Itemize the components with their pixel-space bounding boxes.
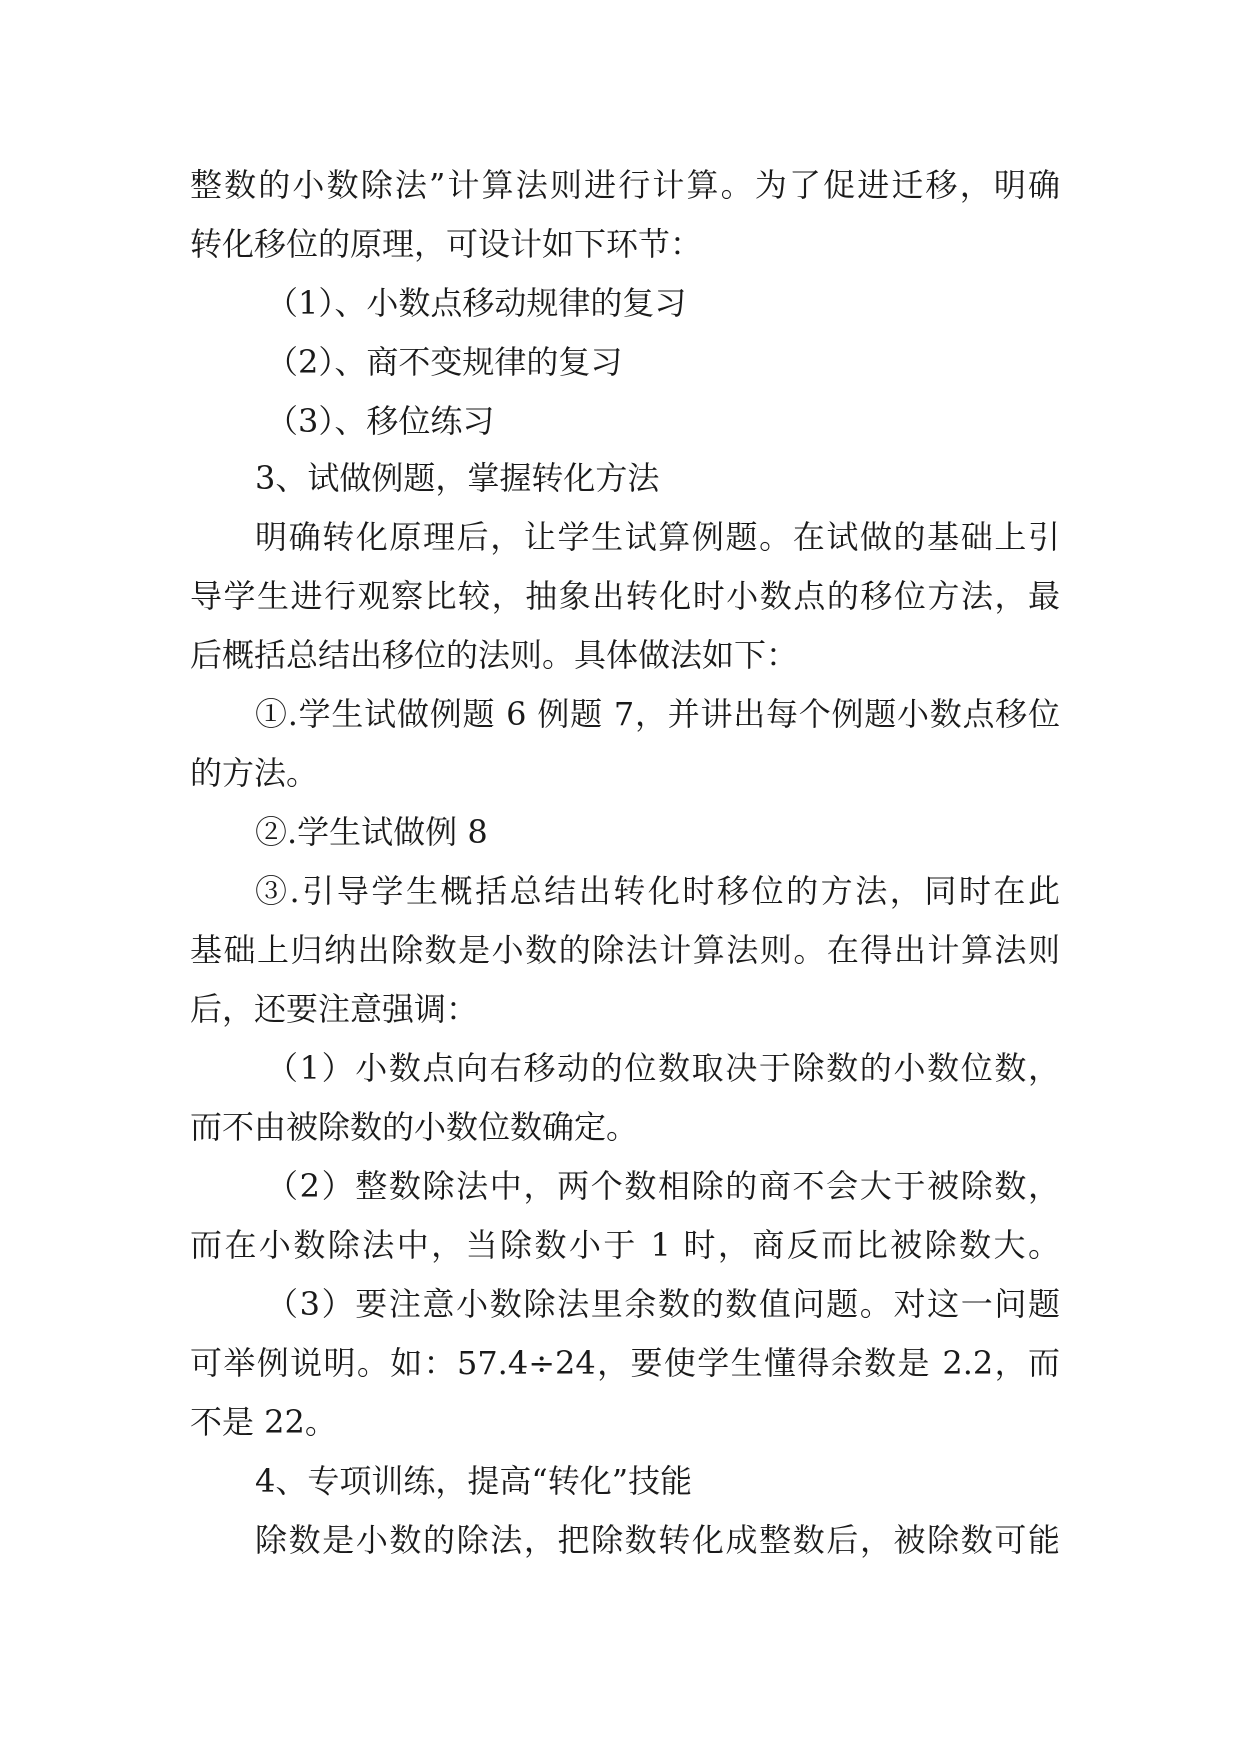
paragraph-line: 的方法。 — [190, 754, 319, 792]
list-item: （1）、小数点移动规律的复习 — [266, 284, 687, 322]
paragraph-line: 除数是小数的除法，把除数转化成整数后，被除数可能 — [255, 1521, 1060, 1559]
paragraph-line: 导学生进行观察比较，抽象出转化时小数点的移位方法，最 — [190, 577, 1060, 615]
paragraph-line: 后概括总结出移位的法则。具体做法如下： — [190, 636, 799, 674]
paragraph-line: ②.学生试做例 8 — [255, 813, 488, 851]
list-item: （3）、移位练习 — [266, 402, 495, 440]
list-item: （2）整数除法中，两个数相除的商不会大于被除数， — [266, 1167, 1060, 1205]
paragraph-line: 明确转化原理后，让学生试算例题。在试做的基础上引 — [255, 518, 1060, 556]
paragraph-line: 后，还要注意强调： — [190, 990, 479, 1028]
paragraph-line: 而不由被除数的小数位数确定。 — [190, 1108, 639, 1146]
list-item: （3）要注意小数除法里余数的数值问题。对这一问题 — [266, 1285, 1060, 1323]
list-item: （1）小数点向右移动的位数取决于除数的小数位数， — [266, 1049, 1060, 1087]
list-item: （2）、商不变规律的复习 — [266, 343, 623, 381]
paragraph-line: ③.引导学生概括总结出转化时移位的方法，同时在此 — [255, 872, 1060, 910]
paragraph-line: 转化移位的原理，可设计如下环节： — [190, 225, 703, 263]
section-heading: 4、专项训练，提高“转化”技能 — [255, 1462, 693, 1500]
paragraph-line: 整数的小数除法”计算法则进行计算。为了促进迁移，明确 — [190, 166, 1060, 204]
paragraph-line: ①.学生试做例题 6 例题 7，并讲出每个例题小数点移位 — [255, 695, 1060, 733]
paragraph-line: 不是 22。 — [190, 1403, 337, 1441]
paragraph-line: 基础上归纳出除数是小数的除法计算法则。在得出计算法则 — [190, 931, 1060, 969]
paragraph-line: 而在小数除法中，当除数小于 1 时，商反而比被除数大。 — [190, 1226, 1060, 1264]
paragraph-line: 可举例说明。如：57.4÷24，要使学生懂得余数是 2.2，而 — [190, 1344, 1060, 1382]
section-heading: 3、试做例题，掌握转化方法 — [255, 459, 660, 497]
